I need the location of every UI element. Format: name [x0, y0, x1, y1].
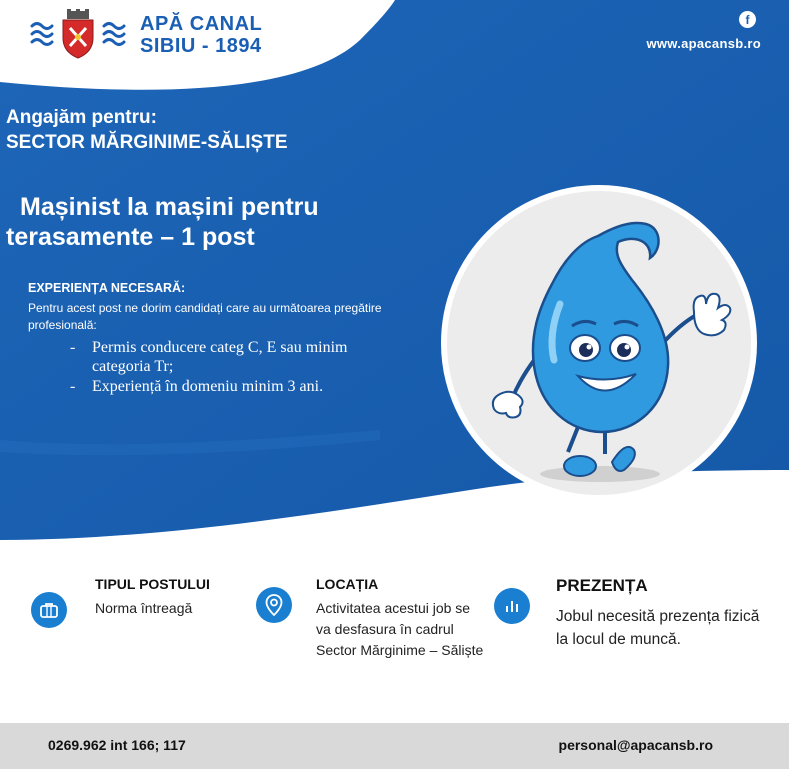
mascot-circle [440, 184, 758, 502]
website-link[interactable]: www.apacansb.ro [646, 36, 761, 51]
brand-name-line1: APĂ CANAL [140, 13, 263, 35]
job-title-line1: Mașinist la mașini pentru [20, 193, 319, 221]
experience-heading: EXPERIENȚA NECESARĂ: [28, 281, 186, 295]
briefcase-icon [31, 592, 67, 628]
email-address[interactable]: personal@apacansb.ro [558, 737, 713, 753]
map-pin-icon [256, 587, 292, 623]
requirement-item: - Permis conducere categ C, E sau minim categoria Tr; [70, 338, 410, 376]
contact-footer [0, 723, 789, 769]
brand-logo[interactable] [30, 8, 270, 60]
job-title [6, 192, 436, 252]
brand-name [140, 13, 262, 57]
coat-of-arms-logo [30, 8, 140, 60]
phone-number[interactable]: 0269.962 int 166; 117 [48, 737, 186, 753]
location-title: LOCAȚIA [316, 576, 379, 592]
brand-name-line2: SIBIU - 1894 [140, 35, 262, 57]
job-type-value: Norma întreagă [95, 600, 193, 616]
job-type-title: TIPUL POSTULUI [95, 576, 210, 592]
water-drop-mascot [440, 184, 758, 502]
experience-intro: Pentru acest post ne dorim candidați care au următoarea pregătire profesională: [28, 301, 382, 332]
requirement-item: - Experiență în domeniu minim 3 ani. [70, 377, 410, 396]
job-title-line2: terasamente – 1 post [6, 223, 255, 251]
presence-value: Jobul necesită prezența fizică la locul de muncă. [556, 608, 760, 648]
presence-title: PREZENȚA [556, 576, 648, 595]
hire-label: Angajăm pentru: [6, 107, 157, 128]
facebook-icon[interactable]: f [739, 11, 756, 28]
location-value: Activitatea acestui job se va desfasura în cadrul Sector Mărginime – Săliște [316, 600, 484, 658]
bar-chart-icon [494, 588, 530, 624]
sector-name: SECTOR MĂRGINIME-SĂLIȘTE [6, 132, 288, 153]
requirements-list [70, 338, 410, 397]
